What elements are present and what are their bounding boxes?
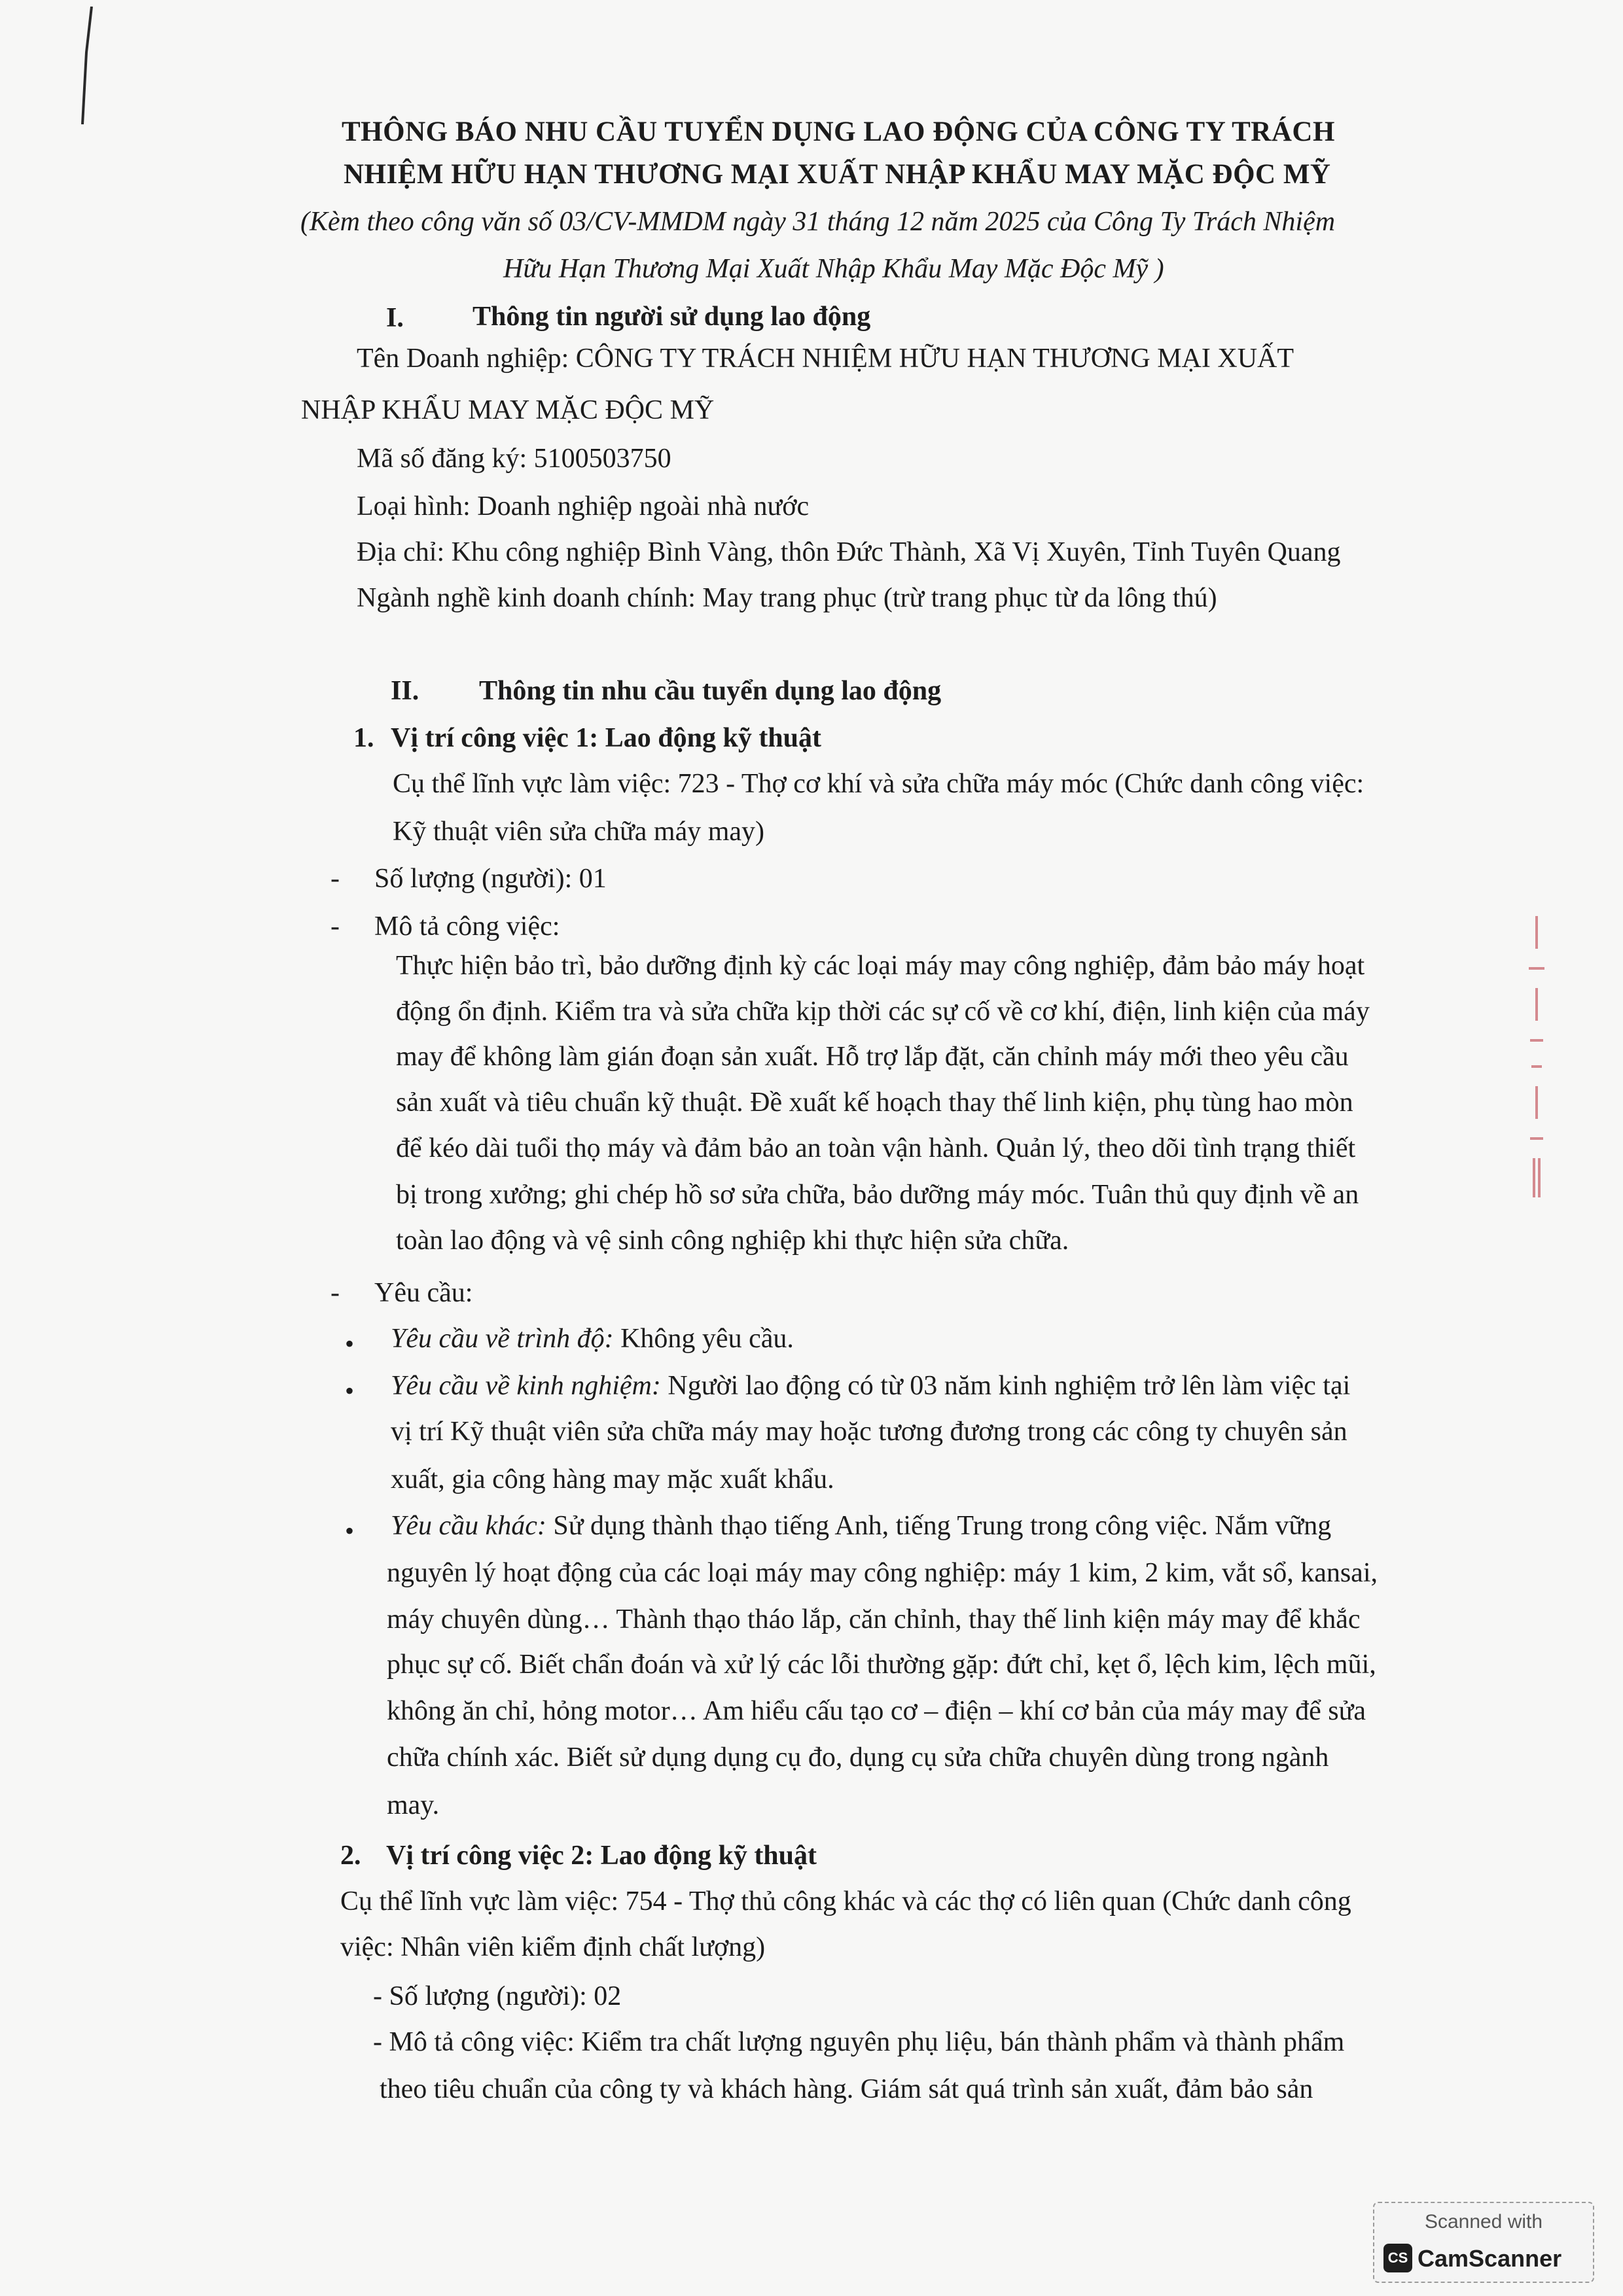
job-2-quantity: - Số lượng (người): 02 <box>373 1981 622 2011</box>
requirement-education <box>391 1325 794 1352</box>
scanned-with-text: Scanned with <box>1424 2211 1543 2233</box>
job-1-description-line: động ổn định. Kiểm tra và sửa chữa kịp thời các sự cố về cơ khí, điện, linh kiện của máy <box>396 997 1370 1027</box>
camscanner-watermark <box>1373 2202 1594 2283</box>
registration-number: Mã số đăng ký: 5100503750 <box>357 444 671 474</box>
section-2-heading: Thông tin nhu cầu tuyển dụng lao động <box>479 676 942 706</box>
dash-marker: - <box>330 1278 340 1308</box>
job-2-description-line: - Mô tả công việc: Kiểm tra chất lượng nguyên phụ liệu, bán thành phẩm và thành phẩm <box>373 2027 1345 2057</box>
bullet-point: • <box>345 1516 355 1545</box>
bullet-point: • <box>345 1376 355 1405</box>
requirement-other-label: Yêu cầu khác: <box>391 1511 546 1541</box>
job-1-requirements-label: Yêu cầu: <box>374 1278 473 1308</box>
camscanner-logo-icon: CS <box>1383 2244 1412 2272</box>
requirement-experience <box>391 1372 1350 1400</box>
business-type: Loại hình: Doanh nghiệp ngoài nhà nước <box>357 491 810 521</box>
camscanner-brand: CamScanner <box>1418 2245 1562 2272</box>
requirement-other-line: chữa chính xác. Biết sử dụng dụng cụ đo, dụng cụ sửa chữa chuyên dùng trong ngành <box>387 1742 1329 1773</box>
requirement-other-line: nguyên lý hoạt động của các loại máy may công nghiệp: máy 1 kim, 2 kim, vắt sổ, kansai, <box>387 1558 1378 1588</box>
bullet-point: • <box>345 1329 355 1358</box>
job-1-quantity: Số lượng (người): 01 <box>374 864 607 894</box>
requirement-experience-line: xuất, gia công hàng may mặc xuất khẩu. <box>391 1464 834 1494</box>
job-1-description-line: toàn lao động và vệ sinh công nghiệp khi thực hiện sửa chữa. <box>396 1226 1069 1256</box>
company-address: Địa chỉ: Khu công nghiệp Bình Vàng, thôn Đức Thành, Xã Vị Xuyên, Tỉnh Tuyên Quang <box>357 537 1341 567</box>
job-1-description-line: để kéo dài tuổi thọ máy và đảm bảo an toàn vận hành. Quản lý, theo dõi tình trạng thiết <box>396 1133 1356 1163</box>
job-1-description-line: bị trong xưởng; ghi chép hồ sơ sửa chữa, bảo dưỡng máy móc. Tuân thủ quy định về an <box>396 1180 1359 1210</box>
section-1-number: I. <box>386 303 404 333</box>
stamp-edge-mark <box>1517 910 1556 1210</box>
requirement-other-text: Sử dụng thành thạo tiếng Anh, tiếng Trung trong công việc. Nắm vững <box>546 1511 1332 1541</box>
requirement-other <box>391 1512 1331 1540</box>
job-2-number: 2. <box>340 1841 361 1871</box>
job-1-heading: Vị trí công việc 1: Lao động kỹ thuật <box>391 723 822 753</box>
requirement-other-line: may. <box>387 1790 440 1820</box>
dash-marker: - <box>330 864 340 894</box>
job-1-description-label: Mô tả công việc: <box>374 911 560 942</box>
job-2-description-line: theo tiêu chuẩn của công ty và khách hàng. Giám sát quá trình sản xuất, đảm bảo sản <box>380 2074 1313 2104</box>
doc-title-line-1: THÔNG BÁO NHU CẦU TUYỂN DỤNG LAO ĐỘNG CỦA CÔNG TY TRÁCH <box>342 116 1335 147</box>
requirement-other-line: phục sự cố. Biết chẩn đoán và xử lý các lỗi thường gặp: đứt chỉ, kẹt ổ, lệch kim, lệch mũi, <box>387 1650 1376 1680</box>
section-1-heading: Thông tin người sử dụng lao động <box>473 302 871 332</box>
doc-title-line-2: NHIỆM HỮU HẠN THƯƠNG MẠI XUẤT NHẬP KHẨU MAY MẶC ĐỘC MỸ <box>344 159 1331 190</box>
company-name-line-2: NHẬP KHẨU MAY MẶC ĐỘC MỸ <box>301 395 715 425</box>
requirement-other-line: không ăn chỉ, hỏng motor… Am hiểu cấu tạo cơ – điện – khí cơ bản của máy may để sửa <box>387 1696 1366 1726</box>
requirement-education-label: Yêu cầu về trình độ: <box>391 1324 614 1354</box>
doc-subtitle-line-2: Hữu Hạn Thương Mại Xuất Nhập Khẩu May Mặc Độc Mỹ ) <box>503 254 1164 284</box>
requirement-education-text: Không yêu cầu. <box>613 1324 794 1354</box>
pen-mark <box>77 7 97 124</box>
company-name-line-1: Tên Doanh nghiệp: CÔNG TY TRÁCH NHIỆM HỮU HẠN THƯƠNG MẠI XUẤT <box>357 344 1294 374</box>
requirement-experience-label: Yêu cầu về kinh nghiệm: <box>391 1371 661 1401</box>
requirement-experience-text: Người lao động có từ 03 năm kinh nghiệm trở lên làm việc tại <box>660 1371 1351 1401</box>
job-1-description-line: Thực hiện bảo trì, bảo dưỡng định kỳ các loại máy may công nghiệp, đảm bảo máy hoạt <box>396 951 1365 981</box>
job-1-field-line-1: Cụ thể lĩnh vực làm việc: 723 - Thợ cơ khí và sửa chữa máy móc (Chức danh công việc: <box>393 769 1364 799</box>
job-1-description-line: may để không làm gián đoạn sản xuất. Hỗ trợ lắp đặt, căn chỉnh máy mới theo yêu cầu <box>396 1042 1349 1072</box>
requirement-experience-line: vị trí Kỹ thuật viên sửa chữa máy may hoặc tương đương trong các công ty chuyên sản <box>391 1417 1347 1447</box>
dash-marker: - <box>330 911 340 942</box>
job-1-description-line: sản xuất và tiêu chuẩn kỹ thuật. Đề xuất kế hoạch thay thế linh kiện, phụ tùng hao mòn <box>396 1087 1353 1118</box>
job-1-field-line-2: Kỹ thuật viên sửa chữa máy may) <box>393 817 765 847</box>
section-2-number: II. <box>391 676 419 706</box>
job-2-field-line-1: Cụ thể lĩnh vực làm việc: 754 - Thợ thủ công khác và các thợ có liên quan (Chức danh công <box>340 1886 1351 1916</box>
doc-subtitle-line-1: (Kèm theo công văn số 03/CV-MMDM ngày 31 tháng 12 năm 2025 của Công Ty Trách Nhiệm <box>300 207 1336 237</box>
job-2-field-line-2: việc: Nhân viên kiểm định chất lượng) <box>340 1932 766 1962</box>
requirement-other-line: máy chuyên dùng… Thành thạo tháo lắp, căn chỉnh, thay thế linh kiện máy may để khắc <box>387 1604 1361 1634</box>
job-2-heading: Vị trí công việc 2: Lao động kỹ thuật <box>386 1841 817 1871</box>
job-1-number: 1. <box>353 723 374 753</box>
main-industry: Ngành nghề kinh doanh chính: May trang phục (trừ trang phục từ da lông thú) <box>357 583 1217 613</box>
